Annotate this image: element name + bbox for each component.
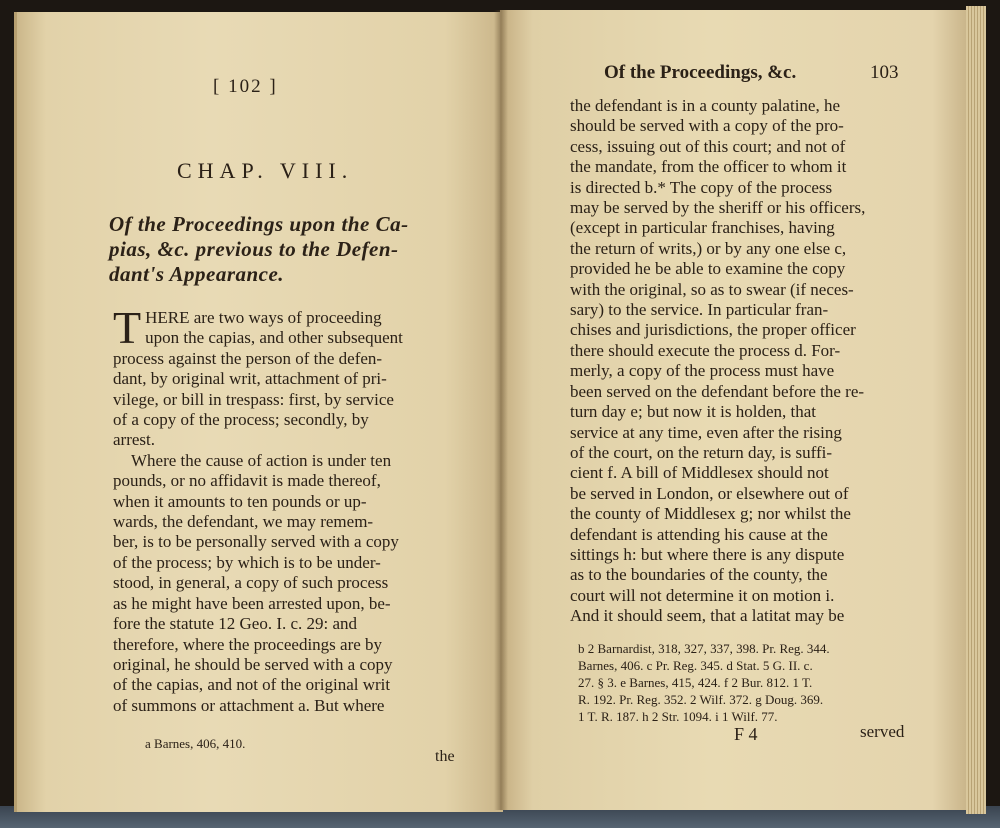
text-line: process against the person of the defen-	[113, 348, 383, 368]
page-number-right: 103	[870, 62, 899, 83]
text-line: as to the boundaries of the county, the	[570, 565, 828, 585]
left-page	[14, 12, 503, 812]
chapter-title-line: dant's Appearance.	[109, 262, 285, 286]
page-edges	[966, 6, 986, 814]
text-line: HERE are two ways of proceeding	[145, 308, 382, 327]
text-line: of the court, on the return day, is suffi-	[570, 442, 833, 462]
chapter-title	[109, 212, 479, 287]
text-line: service at any time, even after the rising	[570, 422, 842, 442]
footnote-line: Barnes, 406. c Pr. Reg. 345. d Stat. 5 G. II. c.	[578, 658, 813, 673]
text-line: with the original, so as to swear (if neces-	[570, 279, 854, 299]
running-head: Of the Proceedings, &c.	[604, 62, 797, 83]
chapter-heading: CHAP. VIII.	[177, 158, 354, 183]
catchword: served	[860, 722, 905, 741]
text-line: merly, a copy of the process must have	[570, 361, 835, 381]
text-line: sary) to the service. In particular fran-	[570, 300, 829, 320]
text-line: fore the statute 12 Geo. I. c. 29: and	[113, 614, 358, 634]
signature-mark: F 4	[734, 724, 758, 744]
text-line: when it amounts to ten pounds or up-	[113, 491, 367, 511]
text-line: upon the capias, and other subsequent	[145, 328, 403, 348]
text-line: there should execute the process d. For-	[570, 340, 841, 360]
right-page	[500, 10, 970, 810]
text-line: court will not determine it on motion i.	[570, 585, 835, 605]
text-line: of a copy of the process; secondly, by	[113, 410, 369, 430]
page-number-left: [ 102 ]	[213, 76, 278, 97]
text-line: wards, the defendant, we may remem-	[113, 512, 374, 532]
text-line: (except in particular franchises, having	[570, 218, 835, 238]
text-line: is directed b.* The copy of the process	[570, 177, 833, 197]
book-gutter	[494, 10, 508, 810]
text-line: provided he be able to examine the copy	[570, 259, 846, 279]
text-line: should be served with a copy of the pro-	[570, 116, 844, 136]
text-line: Where the cause of action is under ten	[131, 450, 392, 470]
text-line: stood, in general, a copy of such process	[113, 573, 389, 593]
text-line: turn day e; but now it is holden, that	[570, 402, 816, 422]
text-line: the return of writs,) or by any one else c,	[570, 238, 847, 258]
text-line: arrest.	[113, 430, 156, 450]
text-line: of the process; by which is to be under-	[113, 552, 381, 572]
text-line: may be served by the sheriff or his officers,	[570, 198, 866, 218]
footnote: a Barnes, 406, 410.	[145, 736, 246, 751]
text-line: of the capias, and not of the original writ	[113, 675, 391, 695]
chapter-title-line: Of the Proceedings upon the Ca-	[109, 212, 409, 236]
text-line: vilege, or bill in trespass: first, by service	[113, 389, 394, 409]
footnote-line: R. 192. Pr. Reg. 352. 2 Wilf. 372. g Doug. 369.	[578, 692, 824, 707]
text-line: sittings h: but where there is any dispute	[570, 544, 845, 564]
text-line: therefore, where the proceedings are by	[113, 634, 383, 654]
text-line: the mandate, from the officer to whom it	[570, 157, 847, 177]
catchword: the	[435, 748, 455, 765]
text-line: be served in London, or elsewhere out of	[570, 483, 849, 503]
text-line: the defendant is in a county palatine, he	[570, 96, 841, 115]
text-line: been served on the defendant before the re-	[570, 381, 865, 401]
text-line: original, he should be served with a copy	[113, 654, 393, 674]
text-line: pounds, or no affidavit is made thereof,	[113, 471, 381, 491]
text-line: the county of Middlesex g; nor whilst the	[570, 504, 851, 524]
text-line: ber, is to be personally served with a copy	[113, 532, 399, 552]
footnote-line: 27. § 3. e Barnes, 415, 424. f 2 Bur. 812. 1 T.	[578, 675, 813, 690]
text-line: chises and jurisdictions, the proper officer	[570, 320, 856, 340]
text-line: dant, by original writ, attachment of pri-	[113, 369, 387, 389]
left-body-text	[113, 302, 473, 716]
text-line: And it should seem, that a latitat may be	[570, 606, 845, 626]
text-line: of summons or attachment a. But where	[113, 695, 385, 715]
footnotes	[578, 640, 898, 725]
drop-cap: T	[113, 302, 142, 353]
text-line: cess, issuing out of this court; and not of	[570, 136, 846, 156]
footnote-line: 1 T. R. 187. h 2 Str. 1094. i 1 Wilf. 77.	[578, 709, 778, 724]
text-line: cient f. A bill of Middlesex should not	[570, 463, 829, 483]
footnote-line: b 2 Barnardist, 318, 327, 337, 398. Pr. Reg. 344.	[578, 641, 830, 656]
chapter-title-line: pias, &c. previous to the Defen-	[109, 237, 399, 261]
text-line: as he might have been arrested upon, be-	[113, 593, 391, 613]
right-body-text	[570, 96, 914, 627]
text-line: defendant is attending his cause at the	[570, 524, 828, 544]
